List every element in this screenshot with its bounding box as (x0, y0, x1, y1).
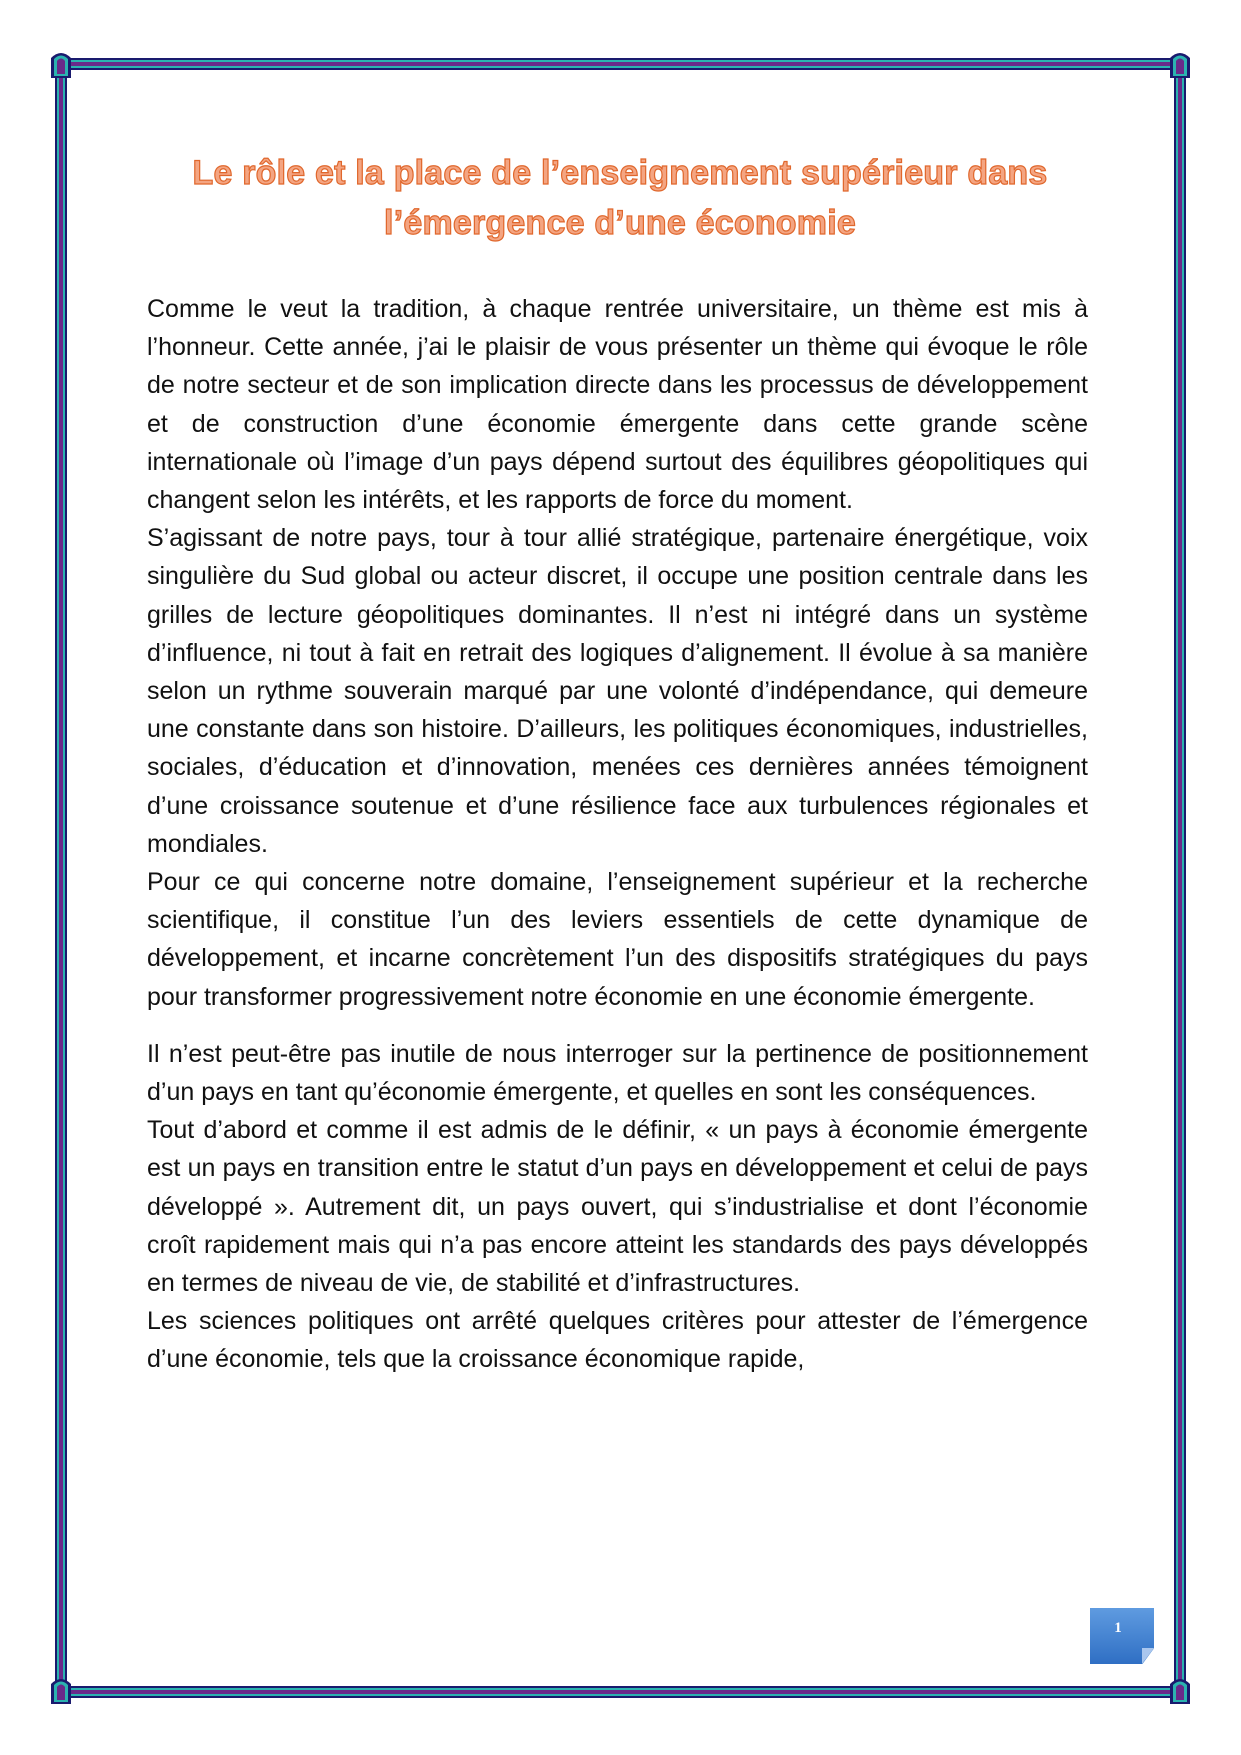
document-title-line-2: l’émergence d’une économie (384, 204, 856, 242)
frame-corner-ornament-icon (49, 1676, 73, 1706)
document-title (130, 148, 1110, 248)
frame-right-border (1174, 62, 1186, 1690)
paragraph: Les sciences politiques ont arrêté quelques critères pour attester de l’émergence d’une économie, tels que la croissance économique rapide, (147, 1307, 1088, 1374)
document-body (147, 290, 1088, 1379)
paragraph: Comme le veut la tradition, à chaque rentrée universitaire, un thème est mis à l’honneur. Cette année, j’ai le plaisir de vous présenter un thème qui évoque le rôle de notre secteur et de son implication directe dans les processus de développement et de construction d’une économie émergente dans cette grande scène internationale où l’image d’un pays dépend surtout des équilibres géopolitiques qui changent selon les intérêts, et les rapports de force du moment. (147, 295, 1088, 515)
paragraph: S’agissant de notre pays, tour à tour allié stratégique, partenaire énergétique, voix singulière du Sud global ou acteur discret, il occupe une position centrale dans les grilles de lecture géopolitiques dominantes. Il n’est ni intégré dans un système d’influence, ni tout à fait en retrait des logiques d’alignement. Il évolue à sa manière selon un rythme souverain marqué par une volonté d’indépendance, qui demeure une constante dans son histoire. D’ailleurs, les politiques économiques, industrielles, sociales, d’éducation et d’innovation, menées ces dernières années témoignent d’une croissance soutenue et d’une résilience face aux turbulences régionales et mondiales. (147, 524, 1088, 858)
page-number: 1 (1114, 1620, 1122, 1636)
frame-corner-ornament-icon (1168, 50, 1192, 80)
paragraph: Pour ce qui concerne notre domaine, l’enseignement supérieur et la recherche scientifique, il constitue l’un des leviers essentiels de cette dynamique de développement, et incarne concrètement l’un des dispositifs stratégiques du pays pour transformer progressivement notre économie en une économie émergente. (147, 868, 1088, 1011)
frame-corner-ornament-icon (49, 50, 73, 80)
frame-bottom-border (60, 1686, 1181, 1698)
page-number-badge (1090, 1608, 1154, 1664)
frame-corner-ornament-icon (1168, 1676, 1192, 1706)
frame-left-border (55, 62, 67, 1690)
paragraph: Tout d’abord et comme il est admis de le définir, « un pays à économie émergente est un pays en transition entre le statut d’un pays en développement et celui de pays développé ». Autrement dit, un pays ouvert, qui s’industrialise et dont l’économie croît rapidement mais qui n’a pas encore atteint les standards des pays développés en termes de niveau de vie, de stabilité et d’infrastructures. (147, 1116, 1088, 1298)
frame-top-border (60, 58, 1181, 70)
paragraph: Il n’est peut-être pas inutile de nous interroger sur la pertinence de positionnement d’un pays en tant qu’économie émergente, et quelles en sont les conséquences. (147, 1039, 1088, 1107)
document-title-line-1: Le rôle et la place de l’enseignement supérieur dans (192, 154, 1048, 192)
